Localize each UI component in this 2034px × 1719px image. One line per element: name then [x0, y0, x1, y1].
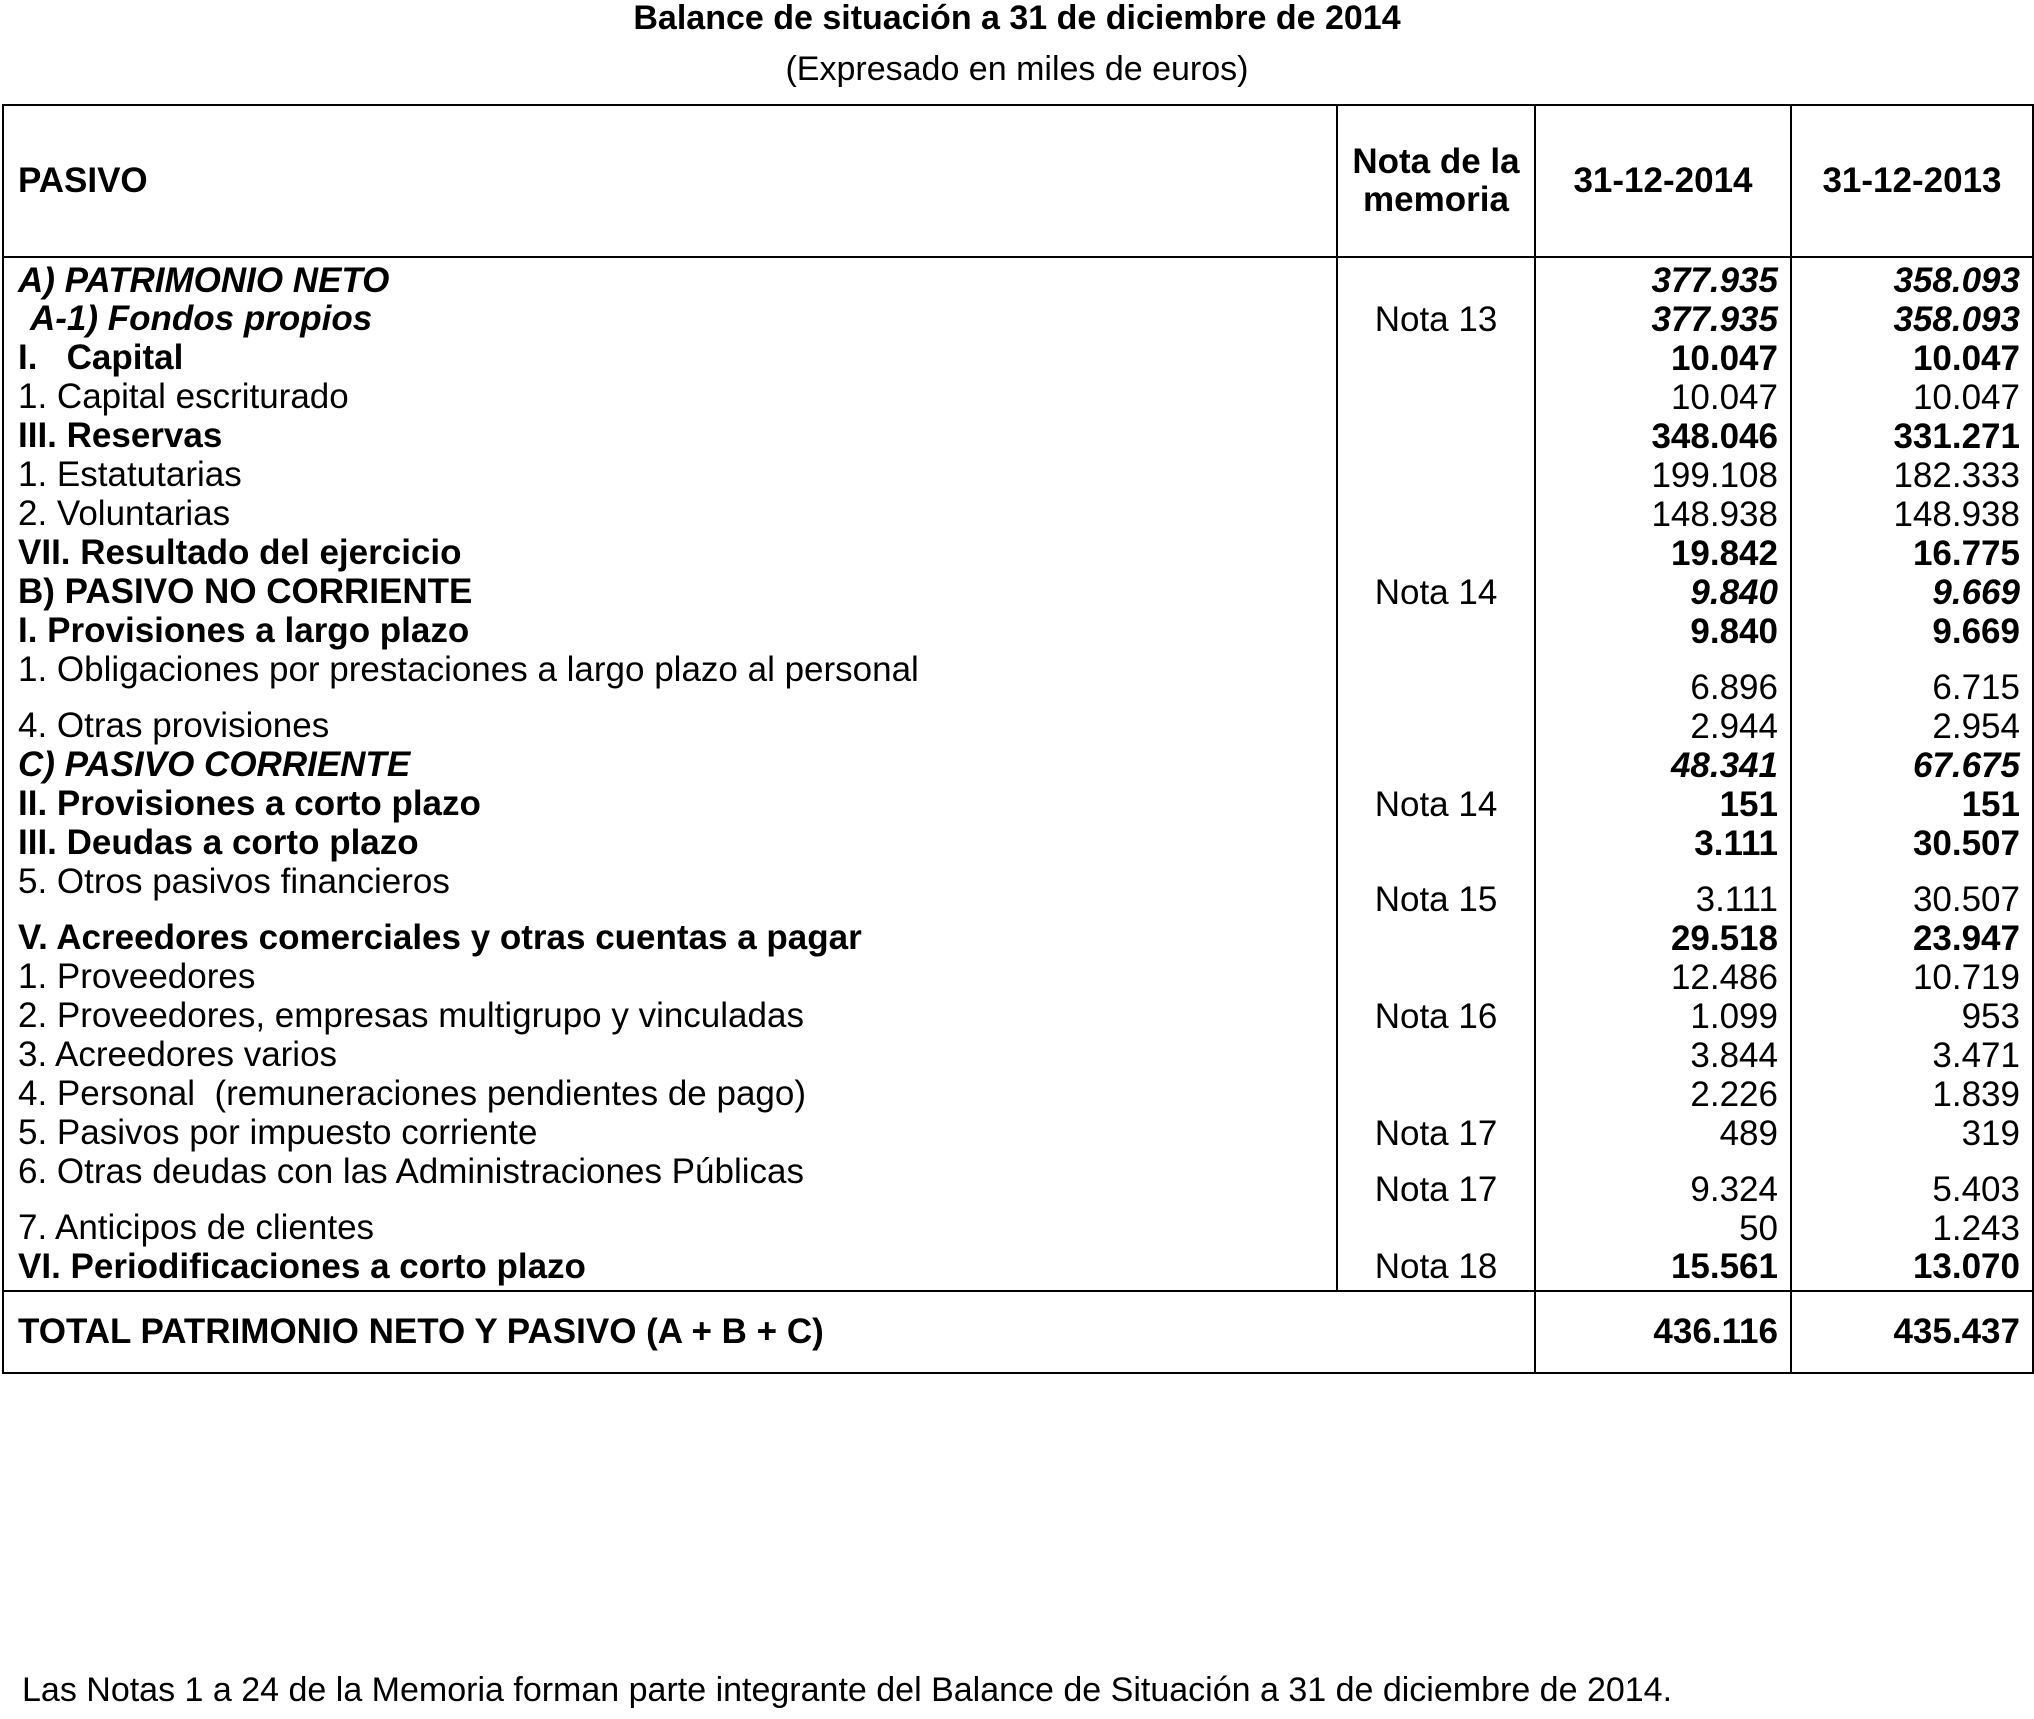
- row-value-2014: 377.935: [1535, 257, 1791, 300]
- row-label: V. Acreedores comerciales y otras cuentas a pagar: [3, 919, 1337, 958]
- document-subtitle: (Expresado en miles de euros): [785, 50, 1249, 88]
- row-note: Nota 15: [1337, 863, 1535, 919]
- row-value-2014: 148.938: [1535, 495, 1791, 534]
- row-value-2013: 148.938: [1791, 495, 2033, 534]
- row-value-2014: 3.111: [1535, 863, 1791, 919]
- row-label: 2. Voluntarias: [3, 495, 1337, 534]
- row-value-2013: 358.093: [1791, 257, 2033, 300]
- row-label: VII. Resultado del ejercicio: [3, 534, 1337, 573]
- row-label: 5. Pasivos por impuesto corriente: [3, 1114, 1337, 1153]
- row-value-2014: 2.944: [1535, 707, 1791, 746]
- row-value-2014: 199.108: [1535, 456, 1791, 495]
- row-note: [1337, 1036, 1535, 1075]
- row-label: 1. Estatutarias: [3, 456, 1337, 495]
- row-note: [1337, 612, 1535, 651]
- table-row: [3, 1153, 2033, 1209]
- row-value-2014: 9.324: [1535, 1153, 1791, 1209]
- table-header-row: [3, 105, 2033, 257]
- row-value-2013: 10.047: [1791, 378, 2033, 417]
- row-value-2013: 1.839: [1791, 1075, 2033, 1114]
- row-value-2013: 16.775: [1791, 534, 2033, 573]
- row-label: 3. Acreedores varios: [3, 1036, 1337, 1075]
- row-note: [1337, 339, 1535, 378]
- row-value-2014: 12.486: [1535, 958, 1791, 997]
- row-note: [1337, 707, 1535, 746]
- table-row: [3, 958, 2033, 997]
- row-label: VI. Periodificaciones a corto plazo: [3, 1248, 1337, 1291]
- row-value-2013: 10.719: [1791, 958, 2033, 997]
- table-row: [3, 1248, 2033, 1291]
- row-note: Nota 17: [1337, 1153, 1535, 1209]
- row-note: [1337, 1075, 1535, 1114]
- row-note: [1337, 651, 1535, 707]
- row-label: A) PATRIMONIO NETO: [3, 257, 1337, 300]
- header-note: Nota de la memoria: [1337, 105, 1535, 257]
- row-label: B) PASIVO NO CORRIENTE: [3, 573, 1337, 612]
- row-value-2014: 348.046: [1535, 417, 1791, 456]
- table-row: [3, 1209, 2033, 1248]
- table-row: [3, 456, 2033, 495]
- row-note: Nota 13: [1337, 300, 1535, 339]
- row-note: [1337, 746, 1535, 785]
- row-value-2013: 9.669: [1791, 573, 2033, 612]
- table-row: [3, 1075, 2033, 1114]
- table-row: [3, 997, 2033, 1036]
- row-value-2013: 30.507: [1791, 824, 2033, 863]
- table-row: [3, 378, 2033, 417]
- row-value-2013: 23.947: [1791, 919, 2033, 958]
- row-value-2013: 151: [1791, 785, 2033, 824]
- row-value-2013: 953: [1791, 997, 2033, 1036]
- table-row: [3, 1036, 2033, 1075]
- row-value-2013: 358.093: [1791, 300, 2033, 339]
- row-note: Nota 16: [1337, 997, 1535, 1036]
- row-label: 1. Proveedores: [3, 958, 1337, 997]
- row-value-2013: 67.675: [1791, 746, 2033, 785]
- row-value-2014: 489: [1535, 1114, 1791, 1153]
- row-note: [1337, 417, 1535, 456]
- document-title: Balance de situación a 31 de diciembre de 2014: [633, 0, 1401, 37]
- row-value-2013: 182.333: [1791, 456, 2033, 495]
- row-note: Nota 14: [1337, 573, 1535, 612]
- row-label: 1. Obligaciones por prestaciones a largo plazo al personal: [3, 651, 1337, 707]
- total-2014: 436.116: [1535, 1291, 1791, 1373]
- header-2013: 31-12-2013: [1791, 105, 2033, 257]
- row-note: [1337, 495, 1535, 534]
- row-label: 5. Otros pasivos financieros: [3, 863, 1337, 919]
- row-note: [1337, 456, 1535, 495]
- row-value-2013: 3.471: [1791, 1036, 2033, 1075]
- row-value-2014: 15.561: [1535, 1248, 1791, 1291]
- row-value-2014: 29.518: [1535, 919, 1791, 958]
- table-row: [3, 651, 2033, 707]
- row-label: 7. Anticipos de clientes: [3, 1209, 1337, 1248]
- row-value-2013: 2.954: [1791, 707, 2033, 746]
- row-note: [1337, 378, 1535, 417]
- row-note: Nota 14: [1337, 785, 1535, 824]
- row-value-2013: 6.715: [1791, 651, 2033, 707]
- table-body: [3, 257, 2033, 1291]
- row-value-2013: 319: [1791, 1114, 2033, 1153]
- row-label: 6. Otras deudas con las Administraciones Públicas: [3, 1153, 1337, 1209]
- row-label: A-1) Fondos propios: [3, 300, 1337, 339]
- row-note: [1337, 1209, 1535, 1248]
- table-row: [3, 495, 2033, 534]
- row-label: C) PASIVO CORRIENTE: [3, 746, 1337, 785]
- row-note: [1337, 919, 1535, 958]
- row-value-2014: 50: [1535, 1209, 1791, 1248]
- header-pasivo: PASIVO: [3, 105, 1337, 257]
- table-row: [3, 573, 2033, 612]
- table-row: [3, 534, 2033, 573]
- table-row: [3, 300, 2033, 339]
- row-note: [1337, 257, 1535, 300]
- row-value-2014: 19.842: [1535, 534, 1791, 573]
- row-value-2014: 6.896: [1535, 651, 1791, 707]
- row-value-2013: 331.271: [1791, 417, 2033, 456]
- row-value-2014: 2.226: [1535, 1075, 1791, 1114]
- row-label: 4. Personal (remuneraciones pendientes de pago): [3, 1075, 1337, 1114]
- row-label: III. Reservas: [3, 417, 1337, 456]
- balance-sheet: [0, 104, 2034, 1664]
- row-value-2014: 48.341: [1535, 746, 1791, 785]
- row-note: Nota 18: [1337, 1248, 1535, 1291]
- row-label: I. Capital: [3, 339, 1337, 378]
- row-note: [1337, 958, 1535, 997]
- row-value-2014: 1.099: [1535, 997, 1791, 1036]
- table-row: [3, 785, 2033, 824]
- row-value-2014: 3.844: [1535, 1036, 1791, 1075]
- row-label: III. Deudas a corto plazo: [3, 824, 1337, 863]
- total-label: TOTAL PATRIMONIO NETO Y PASIVO (A + B + C): [3, 1291, 1535, 1373]
- table-row: [3, 417, 2033, 456]
- total-2013: 435.437: [1791, 1291, 2033, 1373]
- row-label: I. Provisiones a largo plazo: [3, 612, 1337, 651]
- row-label: 1. Capital escriturado: [3, 378, 1337, 417]
- table-row: [3, 919, 2033, 958]
- row-value-2013: 1.243: [1791, 1209, 2033, 1248]
- row-value-2013: 5.403: [1791, 1153, 2033, 1209]
- row-value-2014: 9.840: [1535, 573, 1791, 612]
- table-row: [3, 339, 2033, 378]
- row-value-2014: 9.840: [1535, 612, 1791, 651]
- row-value-2013: 13.070: [1791, 1248, 2033, 1291]
- row-value-2013: 30.507: [1791, 863, 2033, 919]
- row-label: II. Provisiones a corto plazo: [3, 785, 1337, 824]
- liabilities-table: [2, 104, 2034, 1374]
- row-note: [1337, 824, 1535, 863]
- table-row: [3, 707, 2033, 746]
- table-row: [3, 746, 2033, 785]
- row-value-2014: 3.111: [1535, 824, 1791, 863]
- row-note: [1337, 534, 1535, 573]
- row-value-2013: 10.047: [1791, 339, 2033, 378]
- row-value-2014: 151: [1535, 785, 1791, 824]
- row-label: 4. Otras provisiones: [3, 707, 1337, 746]
- table-row: [3, 612, 2033, 651]
- row-note: Nota 17: [1337, 1114, 1535, 1153]
- row-value-2014: 10.047: [1535, 378, 1791, 417]
- row-value-2014: 10.047: [1535, 339, 1791, 378]
- table-row: [3, 257, 2033, 300]
- table-row: [3, 1114, 2033, 1153]
- row-label: 2. Proveedores, empresas multigrupo y vinculadas: [3, 997, 1337, 1036]
- row-value-2013: 9.669: [1791, 612, 2033, 651]
- footer-note: Las Notas 1 a 24 de la Memoria forman parte integrante del Balance de Situación a 31 de diciembre de 2014.: [22, 1671, 1673, 1709]
- header-2014: 31-12-2014: [1535, 105, 1791, 257]
- total-row: [3, 1291, 2033, 1373]
- row-value-2014: 377.935: [1535, 300, 1791, 339]
- table-row: [3, 824, 2033, 863]
- table-row: [3, 863, 2033, 919]
